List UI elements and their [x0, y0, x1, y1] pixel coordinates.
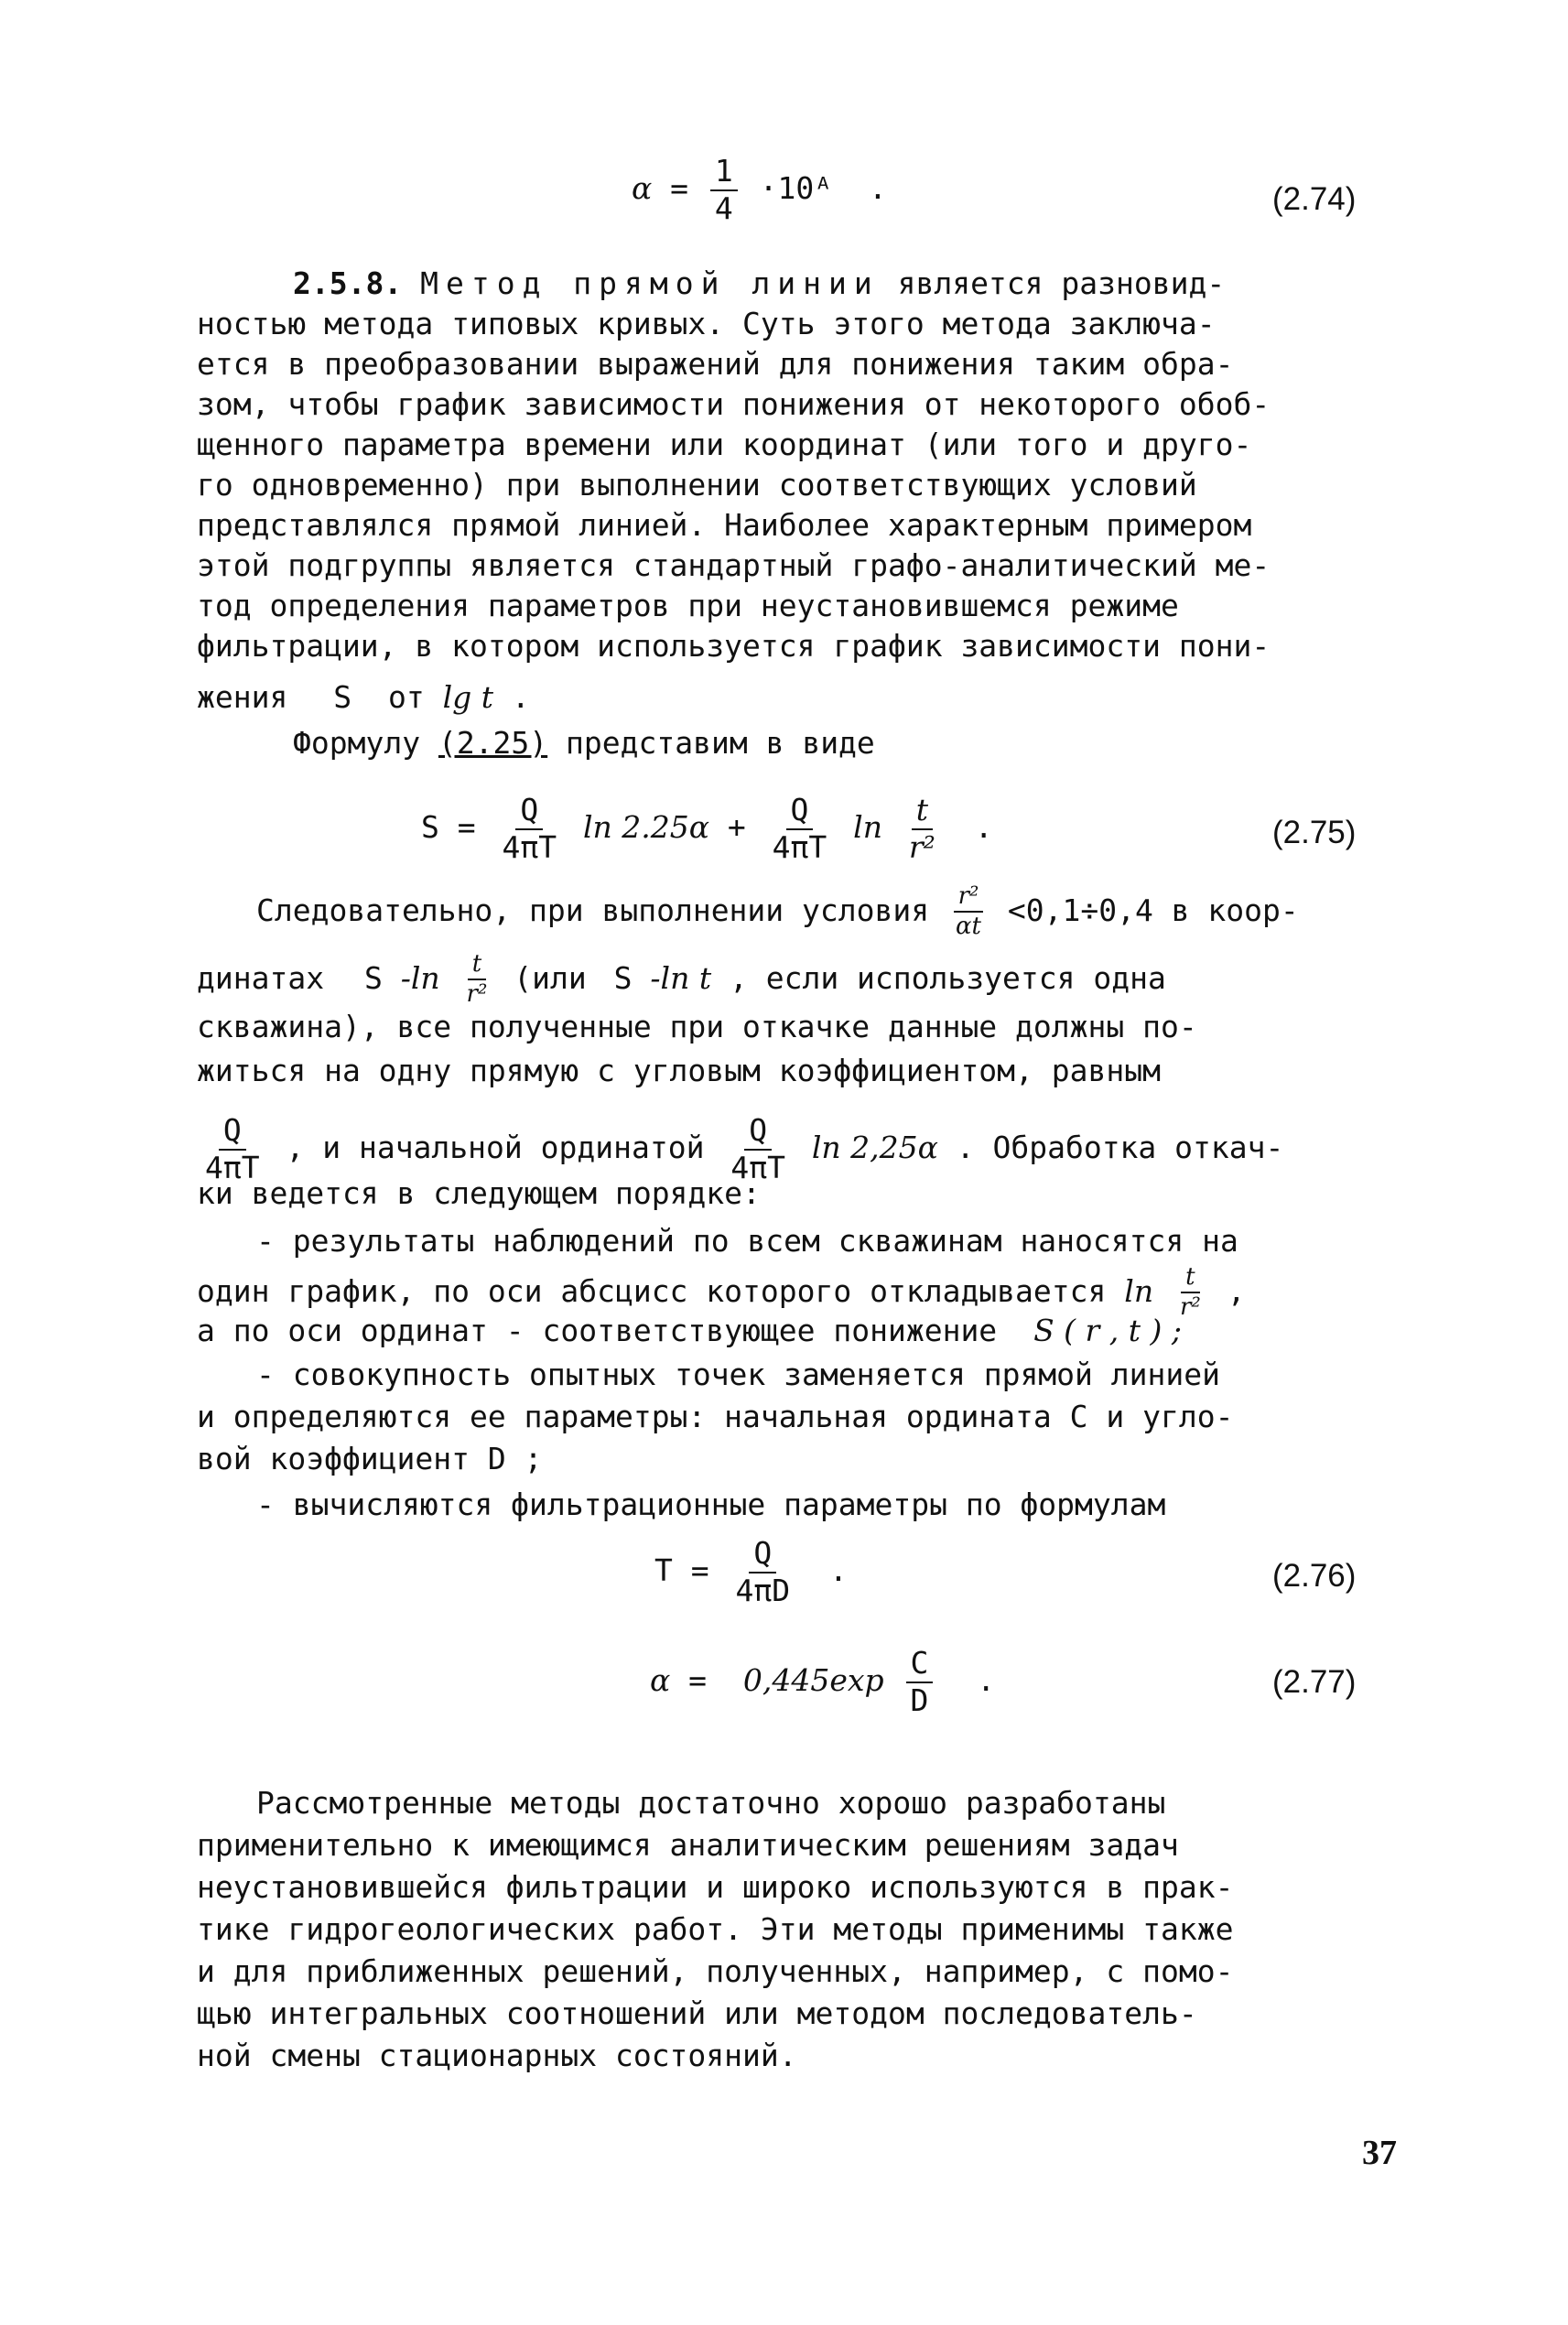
para1-last-dot: . — [511, 679, 530, 715]
para2-l5-num: Q — [219, 1115, 246, 1151]
para2-line-4: житься на одну прямую с угловым коэффициентом, равным — [197, 1053, 1161, 1088]
bullet-1-den: r² — [1179, 1293, 1201, 1322]
bullet-1-comma: , — [1227, 1272, 1246, 1309]
para3-line-6: щью интегральных соотношений или методом последователь- — [197, 1995, 1197, 2031]
eq-274-denominator: 4 — [714, 189, 733, 226]
eq-277-den: D — [910, 1682, 929, 1718]
equation-2-76 — [654, 1535, 848, 1608]
eq-277-num: C — [906, 1648, 934, 1683]
para2-l2-den: r² — [466, 980, 488, 1009]
eq-275-plus: + — [727, 809, 746, 846]
eq-277-equals: = — [688, 1662, 708, 1699]
eq-275-den3: r² — [908, 828, 935, 865]
eq-276-dot: . — [828, 1552, 848, 1589]
bullet-1-ln: ln — [1124, 1272, 1154, 1309]
para1-line-9: тод определения параметров при неустановившемся режиме — [197, 588, 1179, 623]
eq-275-equals: = — [457, 809, 476, 846]
para2-line-3: скважина), все полученные при откачке данные должны по- — [197, 1009, 1197, 1044]
eq-276-equals: = — [690, 1552, 709, 1589]
para1-line-1 — [293, 264, 1529, 304]
eq-277-dot: . — [977, 1662, 996, 1699]
eq-275-fraction-3 — [904, 792, 940, 865]
bullet-1-l2-text: один график, по оси абсцисс которого откладывается — [197, 1272, 1107, 1309]
eq-275-term1: ln 2.25α — [582, 809, 710, 846]
eq-275-lhs: S — [421, 809, 439, 846]
para2-l2-ln: -ln — [400, 959, 440, 996]
eq-274-numerator: 1 — [710, 156, 738, 191]
para2-line-6: ки ведется в следующем порядке: — [197, 1175, 761, 1211]
para2-l2-c: , если используется одна — [729, 959, 1166, 996]
eq-274-power: ·10ᴬ — [759, 170, 833, 207]
equation-number-2-75: (2.75) — [1272, 815, 1357, 850]
eq-275-num1: Q — [515, 795, 543, 830]
eq-275-dot: . — [974, 809, 993, 846]
para1-line-7: представлялся прямой линией. Наиболее характерным примером — [197, 507, 1252, 543]
para2-line-2 — [197, 952, 1433, 1008]
eq-274-dot: . — [869, 170, 887, 207]
page-number: 37 — [1362, 2134, 1397, 2172]
formula-prefix: Формулу — [293, 725, 421, 761]
section-number: 2.5.8. — [293, 265, 403, 301]
para3-line-2: применительно к имеющимся аналитическим решениям задач — [197, 1827, 1179, 1863]
para2-l5-a: , и начальной ординатой — [286, 1130, 705, 1166]
formula-intro-line — [293, 723, 1529, 763]
para1-line-6: го одновременно) при выполнении соответствующих условий — [197, 467, 1197, 503]
para2-l1-den: αt — [955, 913, 981, 941]
formula-ref: (2.25) — [438, 725, 548, 761]
para1-last-ot: от — [387, 679, 425, 715]
eq-274-fraction — [710, 153, 738, 226]
eq-274-equals: = — [670, 170, 689, 207]
eq-276-den: 4πD — [735, 1572, 791, 1608]
bullet-1-num: t — [1181, 1265, 1199, 1293]
bullet-3-line-1: - вычисляются фильтрационные параметры по формулам — [256, 1487, 1166, 1522]
eq-276-lhs: T — [654, 1552, 673, 1589]
para2-line-1 — [256, 884, 1492, 940]
para1-line-1-text: является разновид- — [897, 265, 1226, 301]
para3-line-3: неустановившейся фильтрации и широко используются в прак- — [197, 1869, 1234, 1905]
para1-line-8: этой подгруппы является стандартный графо-аналитический ме- — [197, 547, 1271, 583]
formula-suffix: представим в виде — [566, 725, 875, 761]
para2-l1-num: r² — [954, 884, 984, 913]
para2-l1-a: Следовательно, при выполнении условия — [256, 892, 930, 928]
para2-l2-lnt: -ln t — [650, 959, 712, 996]
para3-line-5: и для приближенных решений, полученных, например, с помо- — [197, 1953, 1234, 1989]
bullet-1-l3-text: а по оси ординат - соответствующее понижение — [197, 1313, 998, 1348]
bullet-2-line-2: и определяются ее параметры: начальная ордината C и угло- — [197, 1399, 1234, 1434]
para2-l2-num: t — [468, 952, 486, 980]
equation-2-75 — [421, 792, 993, 865]
eq-276-fraction — [731, 1535, 795, 1608]
eq-276-num: Q — [749, 1538, 776, 1573]
para2-l1-b: <0,1÷0,4 в коор- — [1007, 892, 1299, 928]
bullet-1-line-3 — [197, 1311, 1433, 1351]
para2-l2-b: (или — [514, 959, 587, 996]
para2-l1-fraction — [951, 884, 986, 940]
eq-274-lhs: α — [632, 170, 653, 207]
bullet-1-line-1: - результаты наблюдений по всем скважинам наносятся на — [256, 1223, 1238, 1259]
para2-l2-s2: S — [613, 959, 633, 996]
eq-277-lhs: α — [650, 1662, 671, 1699]
eq-275-num3: t — [912, 795, 933, 830]
para2-l2-s: S — [363, 959, 383, 996]
eq-275-den1: 4πT — [502, 828, 557, 865]
bullet-2-line-3: вой коэффициент D ; — [197, 1441, 543, 1476]
equation-number-2-76: (2.76) — [1272, 1558, 1357, 1594]
eq-277-coef: 0,445exp — [742, 1662, 884, 1699]
equation-number-2-77: (2.77) — [1272, 1664, 1357, 1700]
bullet-2-line-1: - совокупность опытных точек заменяется прямой линией — [256, 1357, 1220, 1392]
eq-277-fraction — [906, 1645, 934, 1718]
equation-2-77 — [650, 1645, 996, 1718]
para1-last-prefix: жения — [197, 679, 288, 715]
para1-line-5: щенного параметра времени или координат (или того и друго- — [197, 427, 1252, 462]
eq-275-ln: ln — [853, 809, 882, 846]
method-title: Метод прямой линии — [420, 265, 880, 301]
eq-275-fraction-1 — [498, 792, 562, 865]
para3-line-4: тике гидрогеологических работ. Эти методы применимы также — [197, 1911, 1234, 1947]
para2-l2-a: динатах — [197, 959, 325, 996]
para2-l5-b: . Обработка откач- — [956, 1130, 1284, 1166]
eq-275-fraction-2 — [768, 792, 832, 865]
para2-l5-num2: Q — [744, 1115, 772, 1151]
para1-last-lgt: lg t — [442, 679, 494, 715]
para1-line-11 — [197, 677, 1433, 718]
para1-line-3: ется в преобразовании выражений для понижения таким обра- — [197, 346, 1234, 382]
para1-line-10: фильтрации, в котором используется график зависимости пони- — [197, 628, 1271, 664]
bullet-1-s: S ( r , t ) ; — [1033, 1313, 1183, 1348]
para1-last-s: S — [333, 679, 352, 715]
para2-l5-den2: 4πT — [730, 1149, 785, 1185]
eq-275-num2: Q — [786, 795, 814, 830]
para1-line-4: зом, чтобы график зависимости понижения от некоторого обоб- — [197, 386, 1271, 422]
para1-line-2: ностью метода типовых кривых. Суть этого метода заключа- — [197, 306, 1216, 341]
para2-l2-fraction — [462, 952, 492, 1008]
eq-275-den2: 4πT — [772, 828, 827, 865]
equation-number-2-74: (2.74) — [1272, 181, 1357, 217]
equation-2-74 — [632, 153, 887, 226]
para3-line-1: Рассмотренные методы достаточно хорошо разработаны — [256, 1785, 1166, 1821]
para3-line-7: ной смены стационарных состояний. — [197, 2038, 797, 2073]
para2-l5-ln: ln 2,25α — [811, 1130, 938, 1166]
para2-l5-den: 4πT — [205, 1149, 260, 1185]
